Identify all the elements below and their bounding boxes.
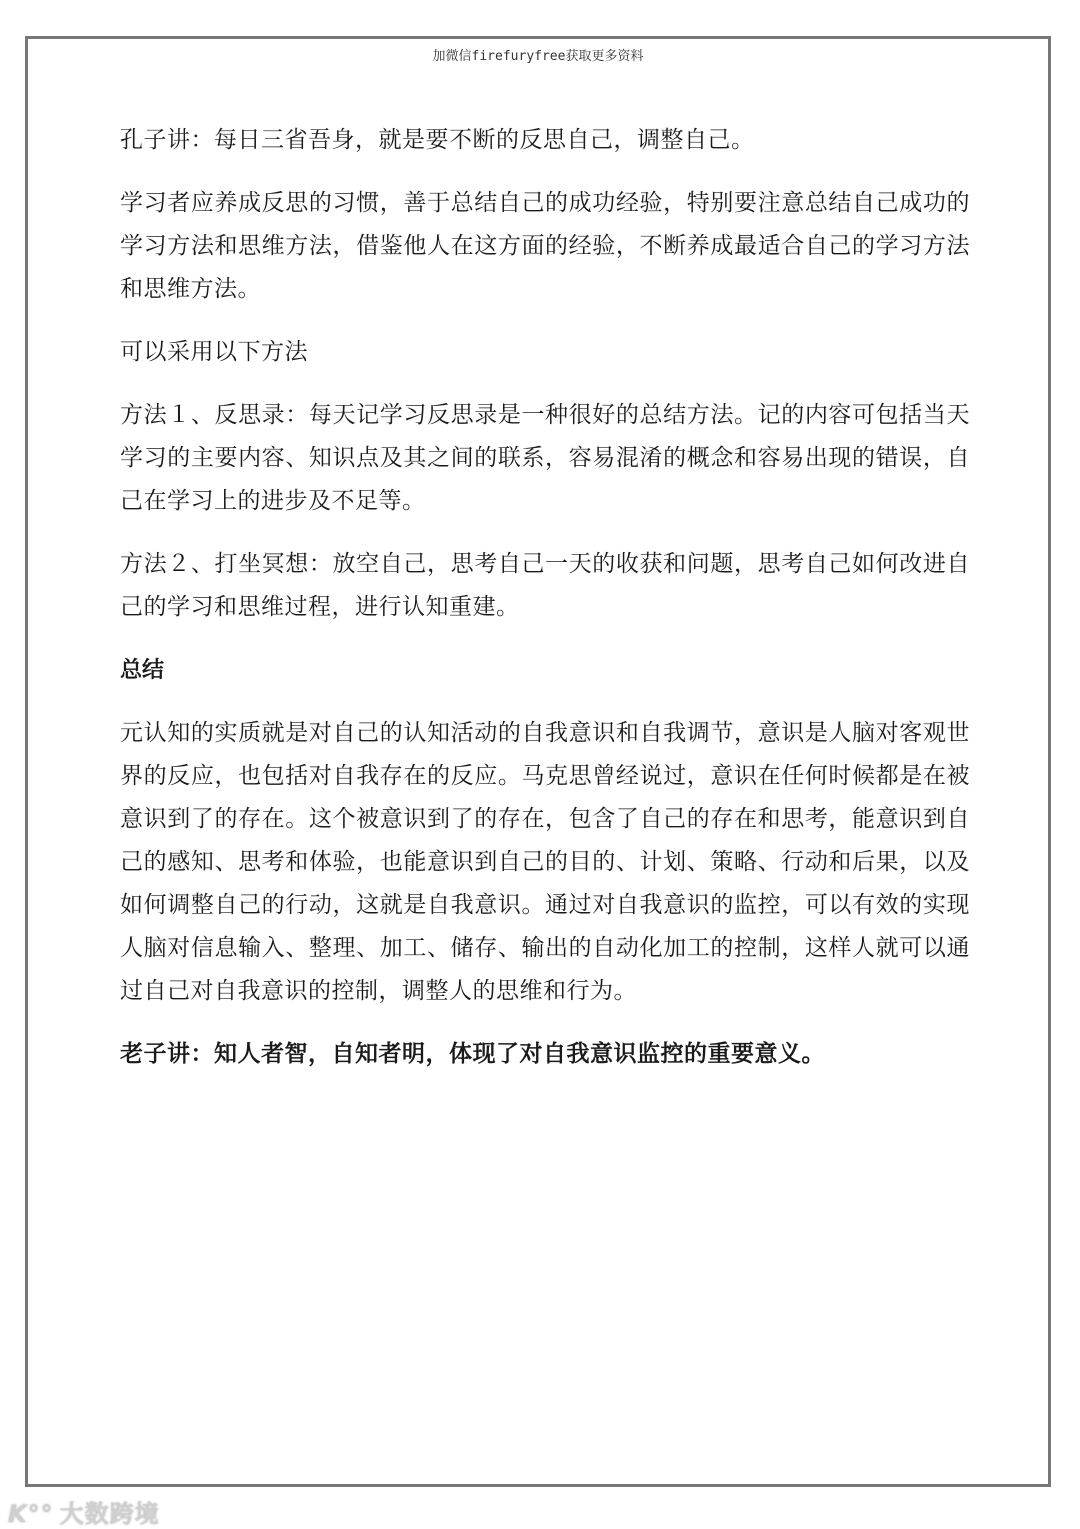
watermark-logo-icon: K°° xyxy=(8,1500,54,1528)
paragraph-method-1: 方法１、反思录：每天记学习反思录是一种很好的总结方法。记的内容可包括当天学习的主要内容、知识点及其之间的联系，容易混淆的概念和容易出现的错误，自己在学习上的进步及不足等。 xyxy=(120,402,970,514)
paragraph-method-2: 方法２、打坐冥想：放空自己，思考自己一天的收获和问题，思考自己如何改进自己的学习和思维过程，进行认知重建。 xyxy=(120,551,970,620)
paragraph-methods-intro: 可以采用以下方法 xyxy=(120,339,308,365)
document-body xyxy=(120,119,970,1096)
paragraph-confucius: 孔子讲：每日三省吾身，就是要不断的反思自己，调整自己。 xyxy=(120,127,755,153)
watermark-text: 大数跨境 xyxy=(59,1500,160,1528)
header-note: 加微信firefuryfree获取更多资料 xyxy=(432,49,644,64)
summary-heading: 总结 xyxy=(120,658,165,683)
watermark xyxy=(8,1494,160,1529)
document-page xyxy=(25,36,1051,1487)
paragraph-summary: 元认知的实质就是对自己的认知活动的自我意识和自我调节，意识是人脑对客观世界的反应，也包括对自我存在的反应。马克思曾经说过，意识在任何时候都是在被意识到了的存在。这个被意识到了的存在，包含了自己的存在和思考，能意识到自己的感知、思考和体验，也能意识到自己的目的、计划、策略、行动和后果，以及如何调整自己的行动，这就是自我意识。通过对自我意识的监控，可以有效的实现人脑对信息输入、整理、加工、储存、输出的自动化加工的控制，这样人就可以通过自己对自我意识的控制，调整人的思维和行为。 xyxy=(120,720,970,1004)
paragraph-laozi: 老子讲：知人者智，自知者明，体现了对自我意识监控的重要意义。 xyxy=(120,1041,825,1067)
paragraph-reflection-habit: 学习者应养成反思的习惯，善于总结自己的成功经验，特别要注意总结自己成功的学习方法和思维方法，借鉴他人在这方面的经验，不断养成最适合自己的学习方法和思维方法。 xyxy=(120,190,970,302)
